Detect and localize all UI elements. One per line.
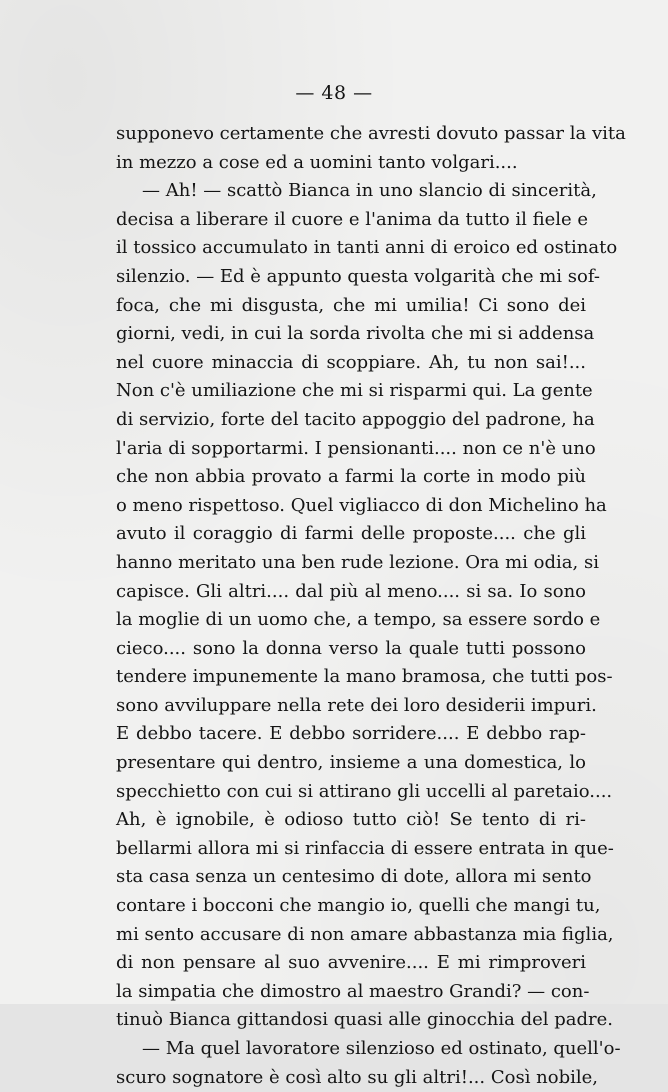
text-line: in mezzo a cose ed a uomini tanto volgari.... xyxy=(116,151,518,173)
text-line: sta casa senza un centesimo di dote, allora mi sento xyxy=(116,866,592,888)
text-line: Ah, è ignobile, è odioso tutto ciò! Se tento di ri- xyxy=(116,809,586,831)
text-line: contare i bocconi che mangio io, quelli che mangi tu, xyxy=(116,895,601,917)
body-text xyxy=(116,120,626,1092)
text-line: — Ma quel lavoratore silenzioso ed ostinato, quell'o- xyxy=(142,1038,621,1059)
text-line: silenzio. — Ed è appunto questa volgarità che mi sof- xyxy=(116,265,600,287)
text-line: foca, che mi disgusta, che mi umilia! Ci sono dei xyxy=(116,294,586,316)
text-line: avuto il coraggio di farmi delle proposte.... che gli xyxy=(116,523,586,545)
text-line: sono avviluppare nella rete dei loro desiderii impuri. xyxy=(116,694,597,716)
text-line: la moglie di un uomo che, a tempo, sa essere sordo e xyxy=(116,609,601,631)
text-line: bellarmi allora mi si rinfaccia di essere entrata in que- xyxy=(116,837,614,859)
text-line: scuro sognatore è così alto su gli altri!... Così nobile, xyxy=(116,1066,599,1088)
text-line: supponevo certamente che avresti dovuto passar la vita xyxy=(116,123,626,144)
text-line: tinuò Bianca gittandosi quasi alle ginocchia del padre. xyxy=(116,1009,613,1031)
text-line: cieco.... sono la donna verso la quale tutti possono xyxy=(116,637,586,659)
text-line: Non c'è umiliazione che mi si risparmi qui. La gente xyxy=(116,380,593,402)
page-number: — 48 — xyxy=(295,82,373,104)
text-line: di servizio, forte del tacito appoggio del padrone, ha xyxy=(116,408,595,430)
text-line: nel cuore minaccia di scoppiare. Ah, tu non sai!... xyxy=(116,351,586,373)
text-line: giorni, vedi, in cui la sorda rivolta che mi si addensa xyxy=(116,323,595,345)
text-line: capisce. Gli altri.... dal più al meno.... si sa. Io sono xyxy=(116,580,586,602)
text-line: la simpatia che dimostro al maestro Grandi? — con- xyxy=(116,980,590,1002)
text-line: — Ah! — scattò Bianca in uno slancio di sincerità, xyxy=(142,180,597,202)
text-line: o meno rispettoso. Quel vigliacco di don Michelino ha xyxy=(116,494,607,516)
text-line: tendere impunemente la mano bramosa, che tutti pos- xyxy=(116,666,613,688)
text-line: decisa a liberare il cuore e l'anima da tutto il fiele e xyxy=(116,208,589,230)
text-line: specchietto con cui si attirano gli uccelli al paretaio.... xyxy=(116,780,613,802)
text-line: E debbo tacere. E debbo sorridere.... E debbo rap- xyxy=(116,723,586,745)
text-line: di non pensare al suo avvenire.... E mi rimproveri xyxy=(116,952,586,974)
text-line: mi sento accusare di non amare abbastanza mia figlia, xyxy=(116,923,614,945)
text-line: presentare qui dentro, insieme a una domestica, lo xyxy=(116,752,586,774)
text-line: che non abbia provato a farmi la corte in modo più xyxy=(116,466,586,488)
text-line: l'aria di sopportarmi. I pensionanti.... non ce n'è uno xyxy=(116,437,596,459)
text-line: il tossico accumulato in tanti anni di eroico ed ostinato xyxy=(116,237,618,259)
text-line: hanno meritato una ben rude lezione. Ora mi odia, si xyxy=(116,551,599,573)
